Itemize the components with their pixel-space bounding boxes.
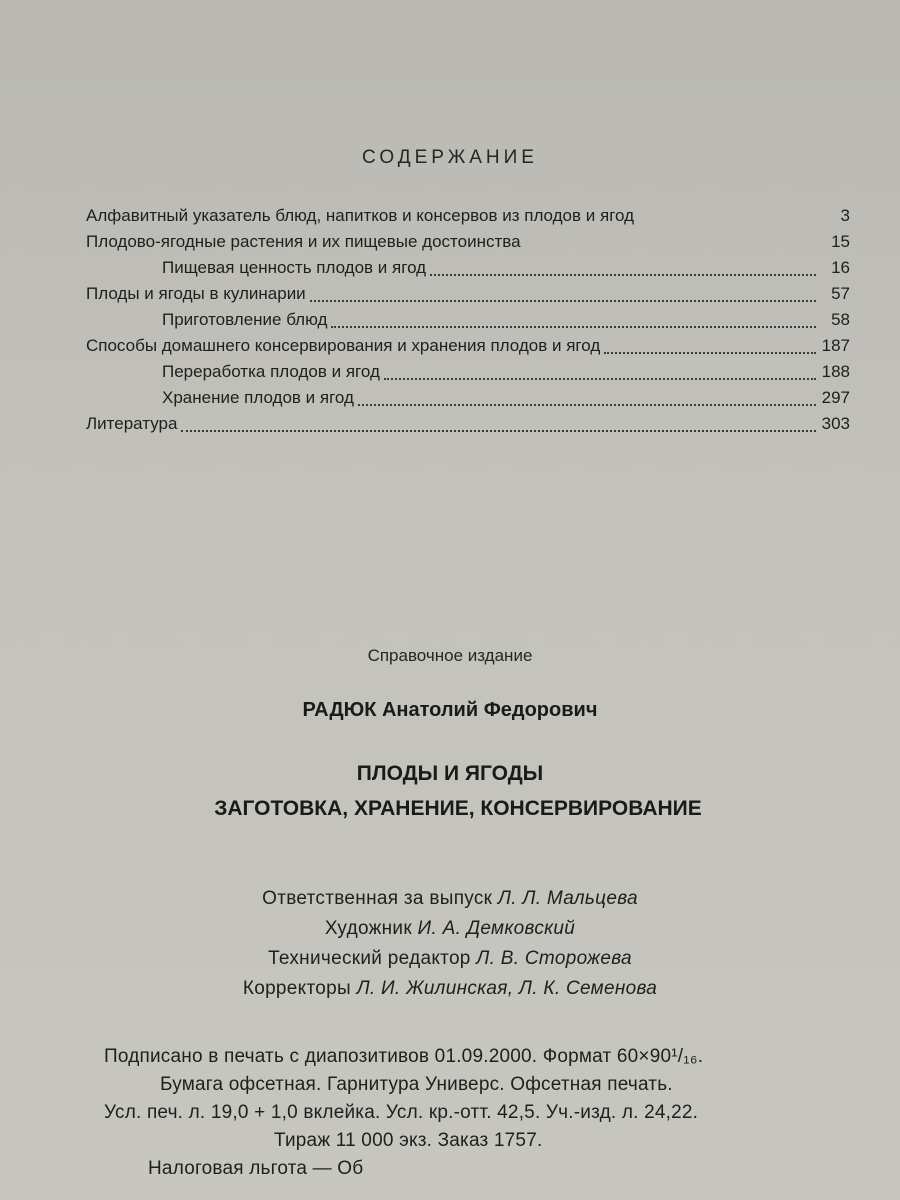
toc-entry [86,232,850,258]
toc-leader [604,352,816,354]
toc-entry [86,336,850,362]
contents-heading: СОДЕРЖАНИЕ [362,147,538,168]
toc-subentry [86,310,850,336]
toc-entry-label: Алфавитный указатель блюд, напитков и консервов из плодов и ягод [86,206,635,225]
toc-subentry [86,258,850,284]
toc-entry-label: Плодово-ягодные растения и их пищевые достоинства [86,232,521,251]
credit-person: Л. В. Сторожева [476,948,632,969]
author-name: РАДЮК Анатолий Федорович [302,699,598,721]
toc-subentry [86,362,850,388]
toc-entry [86,414,850,440]
credit-line [0,978,900,1008]
credit-role: Технический редактор [268,948,471,969]
table-of-contents [86,206,850,440]
toc-entry-page: 188 [821,362,850,381]
toc-entry-label: Способы домашнего консервирования и хранения плодов и ягод [86,336,601,355]
credit-role: Художник [324,918,412,939]
edition-type: Справочное издание [367,646,533,665]
toc-subentry [86,388,850,414]
credit-line [0,888,900,918]
publication-details [104,1046,864,1186]
toc-entry-page: 3 [840,206,850,225]
toc-entry-page: 297 [821,388,850,407]
toc-entry-page: 303 [821,414,850,433]
toc-leader [310,300,816,302]
toc-entry-label: Литература [86,414,178,433]
toc-entry-page: 57 [831,284,850,303]
toc-entry-label: Приготовление блюд [162,310,328,329]
toc-entry-page: 187 [821,336,850,355]
toc-leader [331,326,816,328]
book-title: ПЛОДЫ И ЯГОДЫ [356,762,544,785]
toc-entry-page: 16 [831,258,850,277]
toc-entry-page: 58 [831,310,850,329]
credit-person: Л. Л. Мальцева [497,888,638,909]
publication-line: Усл. печ. л. 19,0 + 1,0 вклейка. Усл. кр.-отт. 42,5. Уч.-изд. л. 24,22. [104,1102,699,1123]
toc-leader [358,404,816,406]
credits-block [0,888,900,1008]
credit-person: Л. И. Жилинская, Л. К. Семенова [356,978,658,999]
publication-line: Налоговая льгота — Об [148,1158,364,1179]
credit-line [0,918,900,948]
publication-line: Бумага офсетная. Гарнитура Универс. Офсетная печать. [160,1074,673,1095]
credit-role: Ответственная за выпуск [262,888,493,909]
toc-entry-label: Пищевая ценность плодов и ягод [162,258,427,277]
book-subtitle: ЗАГОТОВКА, ХРАНЕНИЕ, КОНСЕРВИРОВАНИЕ [214,797,702,820]
publication-line: Подписано в печать с диапозитивов 01.09.2000. Формат 60×90¹/₁₆. [104,1046,704,1067]
publication-line: Тираж 11 000 экз. Заказ 1757. [274,1130,543,1151]
credit-person: И. А. Демковский [417,918,576,939]
toc-entry-label: Переработка плодов и ягод [162,362,380,381]
credit-role: Корректоры [242,978,351,999]
toc-entry [86,284,850,310]
toc-entry-page: 15 [831,232,850,251]
toc-leader [384,378,816,380]
toc-leader [181,430,816,432]
toc-entry-label: Хранение плодов и ягод [162,388,354,407]
credit-line [0,948,900,978]
toc-entry [86,206,850,232]
toc-leader [430,274,816,276]
toc-entry-label: Плоды и ягоды в кулинарии [86,284,306,303]
